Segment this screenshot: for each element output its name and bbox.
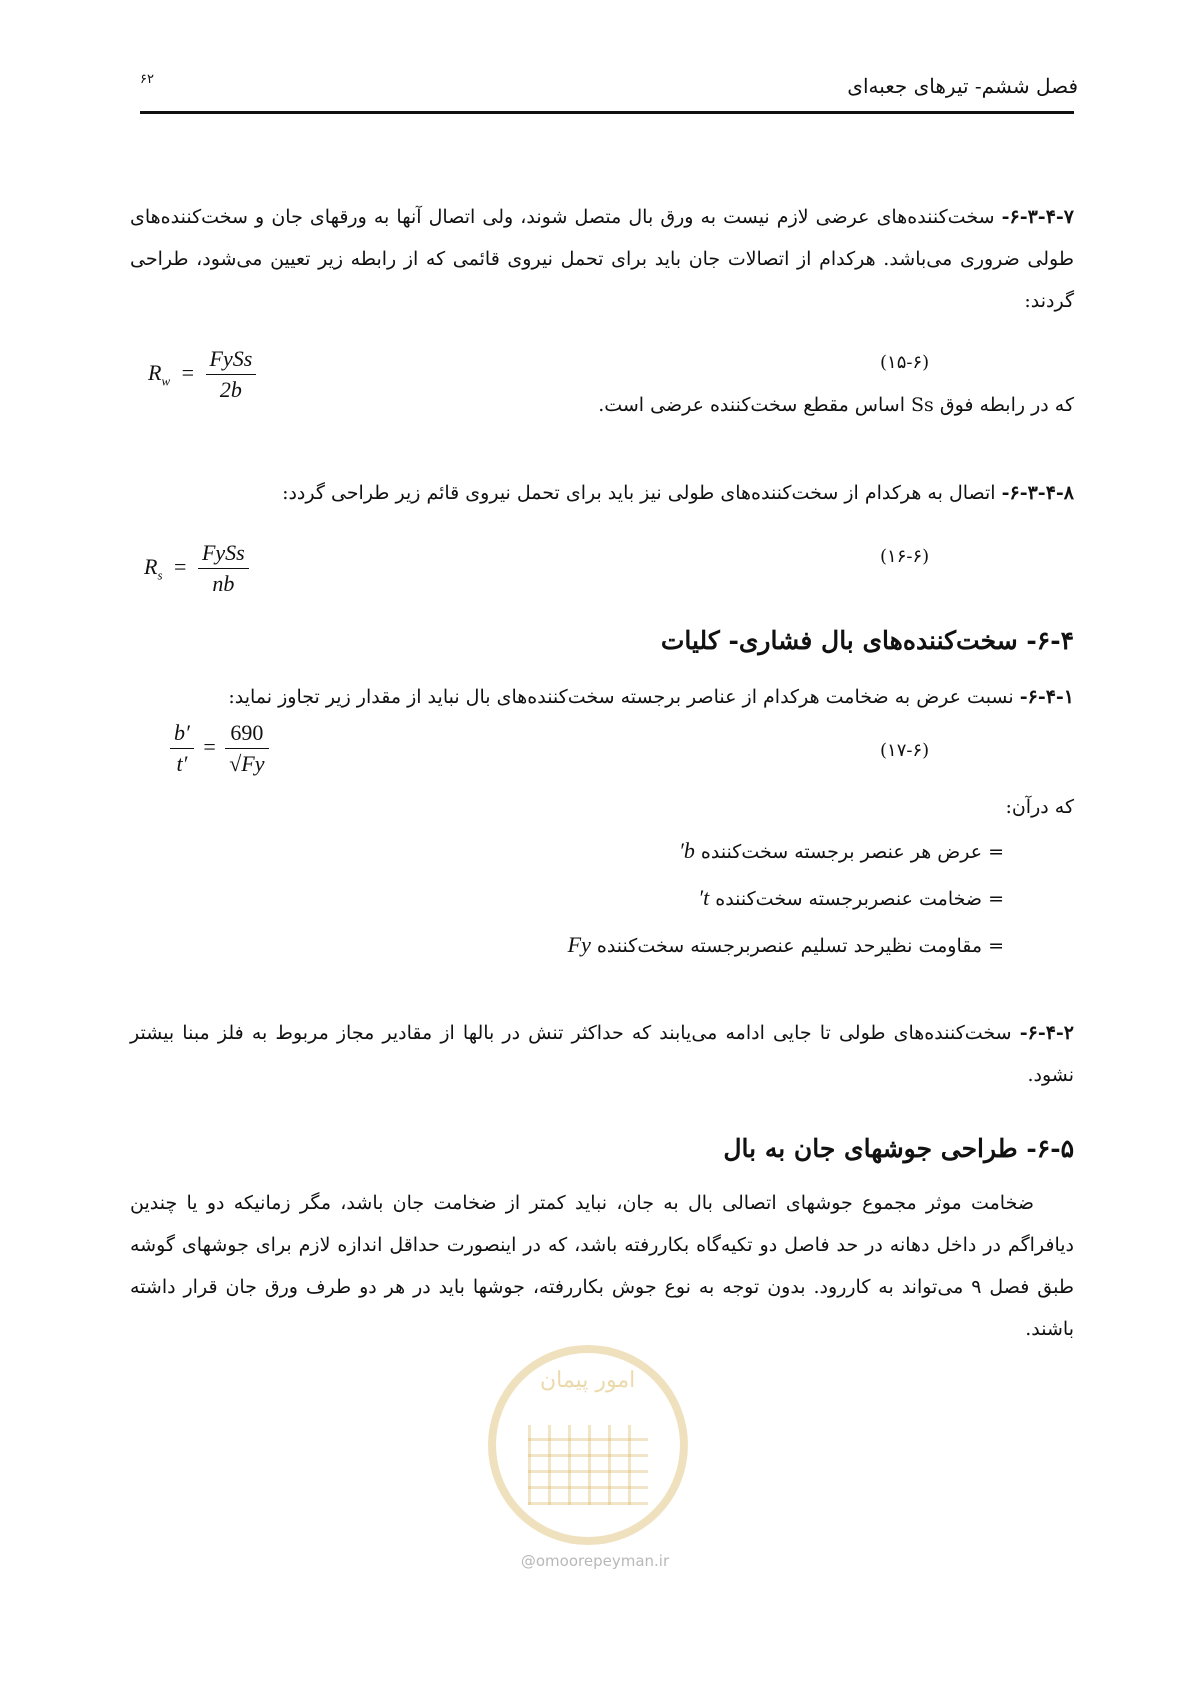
paragraph-6-5: ضخامت موثر مجموع جوشهای اتصالی بال به جان، نباید کمتر از ضخامت جان باشد، مگر زمانیکه دو یا چندین دیافراگم در داخل دهانه در حد فاصل دو تکیه‌گاه بکاررفته باشد، که در اینصورت حداقل اندازه لازم برای جوشهای گوشه طبق فصل ۹ می‌تواند به کاررود. بدون توجه به نوع جوش بکاررفته، جوشها باید در هر دو طرف ورق جان قرار داشته باشند. [130,1192,1074,1340]
heading-6-5: ۶-۵- طراحی جوشهای جان به بال [723,1134,1074,1163]
watermark-arc-text: امور پیمان [540,1368,636,1393]
definition-item: = مقاومت نظیرحد تسلیم عنصربرجسته سخت‌کننده Fy [567,932,1004,957]
definition-item: = ضخامت عنصربرجسته سخت‌کننده t′ [698,885,1004,910]
equation-17: $\frac{b'}{t'}$ = $\frac{690}{√Fy}$ [170,720,269,777]
definition-item: = عرض هر عنصر برجسته سخت‌کننده b′ [679,838,1004,863]
eq15-lhs: $R_w$ [148,359,171,388]
eq17-rhs-fraction: $\frac{690}{√Fy}$ [225,720,268,777]
where-label: که درآن: [1005,796,1074,818]
equation-number-15: (۱۵-۶) [880,352,930,373]
running-header: فصل ششم- تیرهای جعبه‌ای [847,74,1078,98]
paragraph-text: سخت‌کننده‌های عرضی لازم نیست به ورق بال متصل شوند، ولی اتصال آنها به ورقهای جان و سخت‌کننده‌های طولی ضروری می‌باشد. هرکدام از اتصالات جان باید برای تحمل نیروی قائمی که از رابطه زیر تعیین می‌شود، طراحی گردند: [130,206,1074,312]
definitions-list [568,828,1004,969]
equation-number-17: (۱۷-۶) [880,740,930,761]
eq17-lhs-fraction: $\frac{b'}{t'}$ [170,720,194,777]
equation-15: $R_w$ = $\frac{\text{FySs}}{2b}$ [148,346,256,403]
paragraph-6-4-1: ۶-۴-۱- نسبت عرض به ضخامت هرکدام از عناصر برجسته سخت‌کننده‌های بال نباید از مقدار زیر تجاوز نماید: [228,686,1074,708]
paragraph-6-4-2: ۶-۴-۲- سخت‌کننده‌های طولی تا جایی ادامه می‌یابند که حداکثر تنش در بالها از مقادیر مجاز مربوط به فلز مبنا بیشتر نشود. [130,1022,1074,1086]
eq16-fraction: $\frac{\text{FySs}}{nb}$ [198,540,249,597]
eq15-fraction: $\frac{\text{FySs}}{2b}$ [206,346,257,403]
eq16-lhs: $R_s$ [144,553,163,582]
equation-16: $R_s$ = $\frac{\text{FySs}}{nb}$ [144,540,249,597]
paragraph-6-3-4-8: ۶-۳-۴-۸- اتصال به هرکدام از سخت‌کننده‌های طولی نیز باید برای تحمل نیروی قائم زیر طراحی گردد: [282,482,1074,504]
watermark-url: @omoorepeyman.ir [520,1552,670,1570]
page-number: ۶۲ [140,72,154,87]
header-rule [140,111,1074,114]
equation-number-16: (۱۶-۶) [880,546,930,567]
equation-15-note: که در رابطه فوق Ss اساس مقطع سخت‌کننده عرضی است. [598,394,1074,416]
section-number: ۶-۳-۴-۷- [1001,206,1074,228]
watermark-grid-icon [528,1425,648,1505]
paragraph-6-3-4-7 [130,196,1074,322]
heading-6-4: ۶-۴- سخت‌کننده‌های بال فشاری- کلیات [660,626,1074,655]
